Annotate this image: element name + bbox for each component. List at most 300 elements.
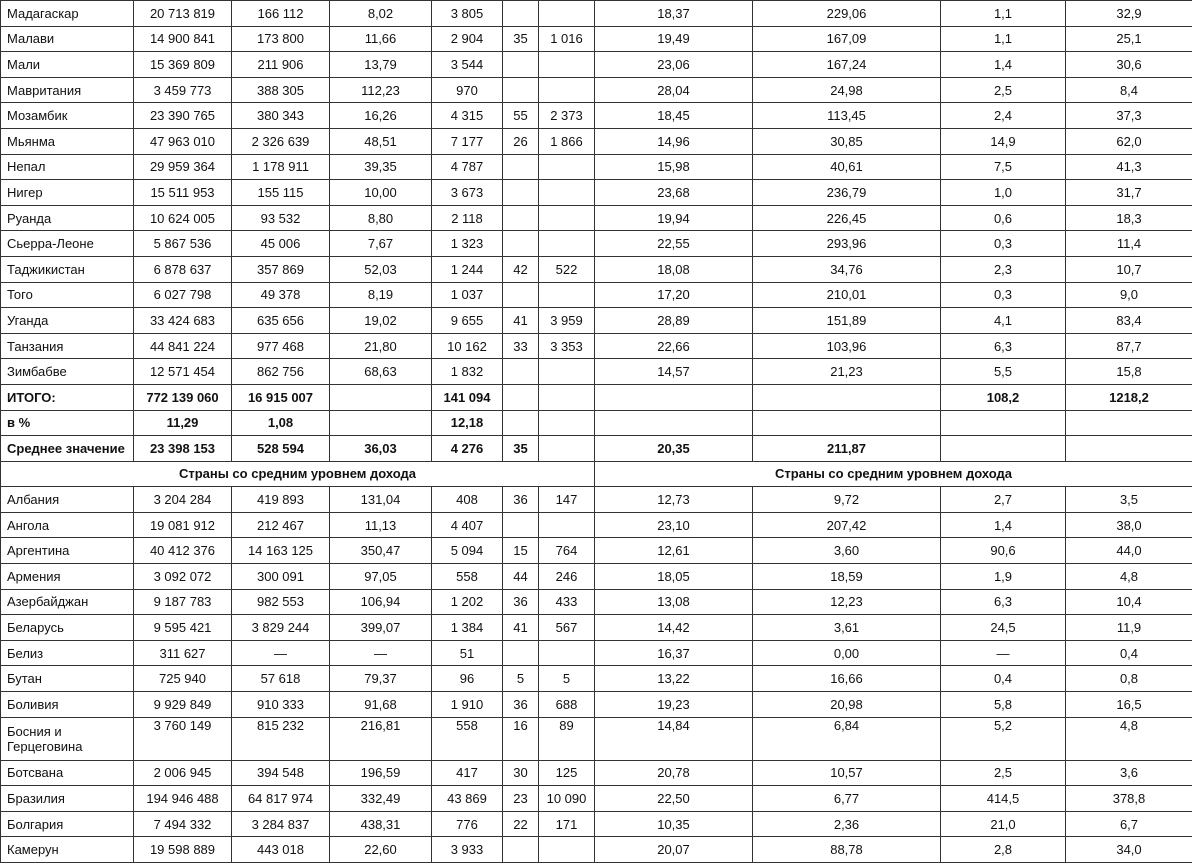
table-row <box>1 692 1192 718</box>
value-cell: 815 232 <box>232 717 330 760</box>
value-cell: 20,07 <box>595 837 753 863</box>
value-cell: 419 893 <box>232 487 330 513</box>
value-cell: 2,5 <box>941 77 1066 103</box>
value-cell: 1,0 <box>941 180 1066 206</box>
value-cell: 4,1 <box>941 308 1066 334</box>
value-cell <box>503 154 539 180</box>
value-cell: 166 112 <box>232 1 330 27</box>
value-cell: 14,57 <box>595 359 753 385</box>
value-cell <box>539 231 595 257</box>
value-cell: 3 284 837 <box>232 811 330 837</box>
value-cell <box>539 436 595 462</box>
value-cell: 8,4 <box>1066 77 1192 103</box>
value-cell: 3 353 <box>539 333 595 359</box>
value-cell: 357 869 <box>232 256 330 282</box>
value-cell: 1,1 <box>941 1 1066 27</box>
country-cell: Беларусь <box>1 615 134 641</box>
value-cell: 558 <box>432 717 503 760</box>
value-cell <box>539 180 595 206</box>
value-cell: 2,8 <box>941 837 1066 863</box>
value-cell: 4 315 <box>432 103 503 129</box>
value-cell: 210,01 <box>753 282 941 308</box>
value-cell: 15 511 953 <box>134 180 232 206</box>
value-cell: 11,4 <box>1066 231 1192 257</box>
value-cell: 7 177 <box>432 128 503 154</box>
table-row <box>1 589 1192 615</box>
value-cell <box>503 640 539 666</box>
value-cell: 23,10 <box>595 512 753 538</box>
value-cell: 236,79 <box>753 180 941 206</box>
value-cell <box>539 77 595 103</box>
table-body-summary <box>1 384 1192 461</box>
value-cell: 23 390 765 <box>134 103 232 129</box>
value-cell: 3 204 284 <box>134 487 232 513</box>
value-cell: 103,96 <box>753 333 941 359</box>
table-row <box>1 666 1192 692</box>
value-cell: 33 <box>503 333 539 359</box>
table-row <box>1 837 1192 863</box>
table-row <box>1 205 1192 231</box>
value-cell: 528 594 <box>232 436 330 462</box>
value-cell: 13,79 <box>330 52 432 78</box>
value-cell: 18,45 <box>595 103 753 129</box>
value-cell: 55 <box>503 103 539 129</box>
value-cell: 68,63 <box>330 359 432 385</box>
value-cell: 16 915 007 <box>232 384 330 410</box>
value-cell: 32,9 <box>1066 1 1192 27</box>
value-cell: 9 655 <box>432 308 503 334</box>
value-cell: 522 <box>539 256 595 282</box>
value-cell: 20,78 <box>595 760 753 786</box>
value-cell <box>595 410 753 436</box>
value-cell: 125 <box>539 760 595 786</box>
value-cell <box>503 359 539 385</box>
value-cell <box>1066 410 1192 436</box>
value-cell: 567 <box>539 615 595 641</box>
value-cell: 96 <box>432 666 503 692</box>
value-cell: 10 090 <box>539 786 595 812</box>
value-cell: 2 006 945 <box>134 760 232 786</box>
value-cell: 380 343 <box>232 103 330 129</box>
value-cell: 7 494 332 <box>134 811 232 837</box>
value-cell: 5,2 <box>941 717 1066 760</box>
country-cell: Албания <box>1 487 134 513</box>
country-cell: Того <box>1 282 134 308</box>
value-cell: 173 800 <box>232 26 330 52</box>
value-cell: 23,68 <box>595 180 753 206</box>
value-cell: 35 <box>503 436 539 462</box>
value-cell: 18,08 <box>595 256 753 282</box>
value-cell: 9,72 <box>753 487 941 513</box>
value-cell <box>753 410 941 436</box>
value-cell: 14,84 <box>595 717 753 760</box>
value-cell: 6,7 <box>1066 811 1192 837</box>
value-cell: 2,36 <box>753 811 941 837</box>
value-cell: 79,37 <box>330 666 432 692</box>
value-cell: 2 904 <box>432 26 503 52</box>
value-cell: 147 <box>539 487 595 513</box>
value-cell: 9 595 421 <box>134 615 232 641</box>
value-cell: 19,49 <box>595 26 753 52</box>
value-cell: 57 618 <box>232 666 330 692</box>
value-cell: 20,35 <box>595 436 753 462</box>
value-cell: 388 305 <box>232 77 330 103</box>
country-cell: Аргентина <box>1 538 134 564</box>
value-cell: 1,9 <box>941 564 1066 590</box>
value-cell: 970 <box>432 77 503 103</box>
country-cell: Среднее значение <box>1 436 134 462</box>
value-cell: 207,42 <box>753 512 941 538</box>
value-cell: — <box>232 640 330 666</box>
table-row <box>1 359 1192 385</box>
value-cell: 10,57 <box>753 760 941 786</box>
value-cell: 16,26 <box>330 103 432 129</box>
value-cell <box>539 837 595 863</box>
value-cell: 1,08 <box>232 410 330 436</box>
value-cell: 3,5 <box>1066 487 1192 513</box>
value-cell: 17,20 <box>595 282 753 308</box>
value-cell: 36 <box>503 692 539 718</box>
value-cell: 151,89 <box>753 308 941 334</box>
value-cell: 3 829 244 <box>232 615 330 641</box>
value-cell: 3,61 <box>753 615 941 641</box>
country-cell: Непал <box>1 154 134 180</box>
value-cell: 8,80 <box>330 205 432 231</box>
value-cell: 399,07 <box>330 615 432 641</box>
value-cell: 113,45 <box>753 103 941 129</box>
value-cell: — <box>330 640 432 666</box>
value-cell: 2 373 <box>539 103 595 129</box>
value-cell: 1 910 <box>432 692 503 718</box>
value-cell: 21,23 <box>753 359 941 385</box>
value-cell: 5 867 536 <box>134 231 232 257</box>
value-cell: 635 656 <box>232 308 330 334</box>
country-cell: Мьянма <box>1 128 134 154</box>
value-cell: 3 544 <box>432 52 503 78</box>
value-cell: 7,67 <box>330 231 432 257</box>
value-cell: 9 187 783 <box>134 589 232 615</box>
value-cell: 6,77 <box>753 786 941 812</box>
country-cell: Танзания <box>1 333 134 359</box>
value-cell: 3 760 149 <box>134 717 232 760</box>
table-row <box>1 154 1192 180</box>
value-cell: 211 906 <box>232 52 330 78</box>
value-cell: 10,4 <box>1066 589 1192 615</box>
value-cell: 246 <box>539 564 595 590</box>
value-cell: 22,66 <box>595 333 753 359</box>
value-cell: 23,06 <box>595 52 753 78</box>
value-cell: 28,89 <box>595 308 753 334</box>
value-cell: 167,09 <box>753 26 941 52</box>
table-row <box>1 717 1192 760</box>
value-cell: 20 713 819 <box>134 1 232 27</box>
value-cell: 311 627 <box>134 640 232 666</box>
value-cell: 4,8 <box>1066 717 1192 760</box>
value-cell: 51 <box>432 640 503 666</box>
value-cell: 13,08 <box>595 589 753 615</box>
value-cell: 36,03 <box>330 436 432 462</box>
value-cell: 6,3 <box>941 589 1066 615</box>
value-cell: 226,45 <box>753 205 941 231</box>
value-cell: 5 <box>503 666 539 692</box>
value-cell: 0,3 <box>941 231 1066 257</box>
value-cell: 24,5 <box>941 615 1066 641</box>
value-cell: 34,76 <box>753 256 941 282</box>
value-cell: 49 378 <box>232 282 330 308</box>
table-row <box>1 384 1192 410</box>
value-cell <box>539 154 595 180</box>
value-cell: 20,98 <box>753 692 941 718</box>
value-cell: 25,1 <box>1066 26 1192 52</box>
value-cell: 4 276 <box>432 436 503 462</box>
section-header-left: Страны со средним уровнем дохода <box>1 461 595 487</box>
country-cell: Мадагаскар <box>1 1 134 27</box>
value-cell: 15,98 <box>595 154 753 180</box>
value-cell: 14 163 125 <box>232 538 330 564</box>
value-cell: 5,5 <box>941 359 1066 385</box>
value-cell: 438,31 <box>330 811 432 837</box>
table-row <box>1 231 1192 257</box>
value-cell <box>503 205 539 231</box>
value-cell: 862 756 <box>232 359 330 385</box>
country-cell: Босния и Герцеговина <box>1 717 134 760</box>
value-cell: 37,3 <box>1066 103 1192 129</box>
value-cell: 1 202 <box>432 589 503 615</box>
country-cell: Руанда <box>1 205 134 231</box>
value-cell: 93 532 <box>232 205 330 231</box>
table-row <box>1 333 1192 359</box>
country-cell: Таджикистан <box>1 256 134 282</box>
value-cell: 764 <box>539 538 595 564</box>
value-cell: 16,37 <box>595 640 753 666</box>
country-cell: Мавритания <box>1 77 134 103</box>
country-cell: Сьерра-Леоне <box>1 231 134 257</box>
value-cell: 11,29 <box>134 410 232 436</box>
value-cell: 30 <box>503 760 539 786</box>
value-cell: 982 553 <box>232 589 330 615</box>
table-row <box>1 256 1192 282</box>
country-cell: Азербайджан <box>1 589 134 615</box>
value-cell: 28,04 <box>595 77 753 103</box>
value-cell: 26 <box>503 128 539 154</box>
value-cell: 9 929 849 <box>134 692 232 718</box>
value-cell <box>539 512 595 538</box>
value-cell: 15 <box>503 538 539 564</box>
value-cell: 977 468 <box>232 333 330 359</box>
value-cell: 5,8 <box>941 692 1066 718</box>
value-cell: 48,51 <box>330 128 432 154</box>
value-cell: 0,00 <box>753 640 941 666</box>
value-cell: 22,55 <box>595 231 753 257</box>
value-cell <box>503 282 539 308</box>
value-cell: 11,66 <box>330 26 432 52</box>
value-cell: 41 <box>503 308 539 334</box>
value-cell: 350,47 <box>330 538 432 564</box>
value-cell: 0,6 <box>941 205 1066 231</box>
value-cell: 22,50 <box>595 786 753 812</box>
value-cell <box>503 180 539 206</box>
value-cell: 3,60 <box>753 538 941 564</box>
value-cell: 417 <box>432 760 503 786</box>
value-cell: 1,4 <box>941 52 1066 78</box>
value-cell: 97,05 <box>330 564 432 590</box>
value-cell <box>539 384 595 410</box>
table-row <box>1 128 1192 154</box>
value-cell: 12,18 <box>432 410 503 436</box>
value-cell: 87,7 <box>1066 333 1192 359</box>
value-cell: 15,8 <box>1066 359 1192 385</box>
table-row <box>1 436 1192 462</box>
value-cell: 19 598 889 <box>134 837 232 863</box>
country-cell: Бутан <box>1 666 134 692</box>
value-cell: 36 <box>503 589 539 615</box>
value-cell: 443 018 <box>232 837 330 863</box>
value-cell: 1 037 <box>432 282 503 308</box>
value-cell: 18,3 <box>1066 205 1192 231</box>
value-cell: 171 <box>539 811 595 837</box>
value-cell <box>941 436 1066 462</box>
table-row <box>1 308 1192 334</box>
country-cell: Зимбабве <box>1 359 134 385</box>
value-cell: 19,23 <box>595 692 753 718</box>
value-cell: 4,8 <box>1066 564 1192 590</box>
value-cell: 5 <box>539 666 595 692</box>
table-row <box>1 538 1192 564</box>
value-cell <box>539 205 595 231</box>
country-cell: Малави <box>1 26 134 52</box>
table-row <box>1 410 1192 436</box>
value-cell: 24,98 <box>753 77 941 103</box>
value-cell <box>503 837 539 863</box>
value-cell <box>503 410 539 436</box>
country-cell: Бразилия <box>1 786 134 812</box>
value-cell: 14,96 <box>595 128 753 154</box>
value-cell: 47 963 010 <box>134 128 232 154</box>
value-cell: 211,87 <box>753 436 941 462</box>
value-cell: 1 832 <box>432 359 503 385</box>
value-cell: 1 866 <box>539 128 595 154</box>
value-cell: 2,3 <box>941 256 1066 282</box>
value-cell: 2,4 <box>941 103 1066 129</box>
value-cell: 0,3 <box>941 282 1066 308</box>
value-cell: 300 091 <box>232 564 330 590</box>
value-cell: 16,66 <box>753 666 941 692</box>
table-row <box>1 487 1192 513</box>
value-cell: 11,13 <box>330 512 432 538</box>
value-cell: 8,02 <box>330 1 432 27</box>
value-cell: 3 805 <box>432 1 503 27</box>
value-cell: 3,6 <box>1066 760 1192 786</box>
value-cell: 3 959 <box>539 308 595 334</box>
value-cell: 212 467 <box>232 512 330 538</box>
value-cell: 3 933 <box>432 837 503 863</box>
value-cell: 16,5 <box>1066 692 1192 718</box>
value-cell: 196,59 <box>330 760 432 786</box>
value-cell: 0,4 <box>1066 640 1192 666</box>
value-cell: 1 384 <box>432 615 503 641</box>
value-cell: 12,73 <box>595 487 753 513</box>
value-cell: 64 817 974 <box>232 786 330 812</box>
value-cell <box>503 1 539 27</box>
value-cell: 21,0 <box>941 811 1066 837</box>
value-cell: 40 412 376 <box>134 538 232 564</box>
value-cell: 194 946 488 <box>134 786 232 812</box>
value-cell: 30,6 <box>1066 52 1192 78</box>
value-cell: 19,02 <box>330 308 432 334</box>
table-body-top <box>1 1 1192 385</box>
value-cell: 8,19 <box>330 282 432 308</box>
value-cell: 38,0 <box>1066 512 1192 538</box>
country-cell: Мозамбик <box>1 103 134 129</box>
value-cell <box>753 384 941 410</box>
value-cell: 772 139 060 <box>134 384 232 410</box>
value-cell <box>503 52 539 78</box>
value-cell <box>539 410 595 436</box>
value-cell: 19 081 912 <box>134 512 232 538</box>
value-cell: 0,8 <box>1066 666 1192 692</box>
value-cell: 91,68 <box>330 692 432 718</box>
table-row <box>1 564 1192 590</box>
value-cell: 1 016 <box>539 26 595 52</box>
value-cell: 3 673 <box>432 180 503 206</box>
value-cell: 332,49 <box>330 786 432 812</box>
value-cell: 408 <box>432 487 503 513</box>
country-cell: Ангола <box>1 512 134 538</box>
value-cell <box>503 77 539 103</box>
value-cell: 7,5 <box>941 154 1066 180</box>
value-cell: 43 869 <box>432 786 503 812</box>
value-cell: 18,37 <box>595 1 753 27</box>
value-cell: 229,06 <box>753 1 941 27</box>
value-cell: — <box>941 640 1066 666</box>
value-cell: 44,0 <box>1066 538 1192 564</box>
value-cell: 1 178 911 <box>232 154 330 180</box>
value-cell: 3 459 773 <box>134 77 232 103</box>
value-cell: 1 323 <box>432 231 503 257</box>
value-cell <box>330 410 432 436</box>
value-cell: 62,0 <box>1066 128 1192 154</box>
value-cell: 18,59 <box>753 564 941 590</box>
table-row <box>1 811 1192 837</box>
country-cell: Мали <box>1 52 134 78</box>
value-cell: 13,22 <box>595 666 753 692</box>
table-row <box>1 512 1192 538</box>
value-cell: 2,5 <box>941 760 1066 786</box>
value-cell <box>1066 436 1192 462</box>
value-cell <box>503 512 539 538</box>
value-cell: 14 900 841 <box>134 26 232 52</box>
value-cell: 14,42 <box>595 615 753 641</box>
value-cell: 14,9 <box>941 128 1066 154</box>
value-cell: 10 162 <box>432 333 503 359</box>
value-cell: 1218,2 <box>1066 384 1192 410</box>
value-cell: 433 <box>539 589 595 615</box>
value-cell <box>503 384 539 410</box>
table-row <box>1 760 1192 786</box>
value-cell: 34,0 <box>1066 837 1192 863</box>
value-cell: 141 094 <box>432 384 503 410</box>
value-cell <box>539 1 595 27</box>
value-cell: 10,7 <box>1066 256 1192 282</box>
value-cell: 688 <box>539 692 595 718</box>
value-cell: 293,96 <box>753 231 941 257</box>
value-cell: 5 094 <box>432 538 503 564</box>
value-cell: 41 <box>503 615 539 641</box>
value-cell: 4 407 <box>432 512 503 538</box>
value-cell: 108,2 <box>941 384 1066 410</box>
value-cell <box>330 384 432 410</box>
section-header-right: Страны со средним уровнем дохода <box>595 461 1192 487</box>
